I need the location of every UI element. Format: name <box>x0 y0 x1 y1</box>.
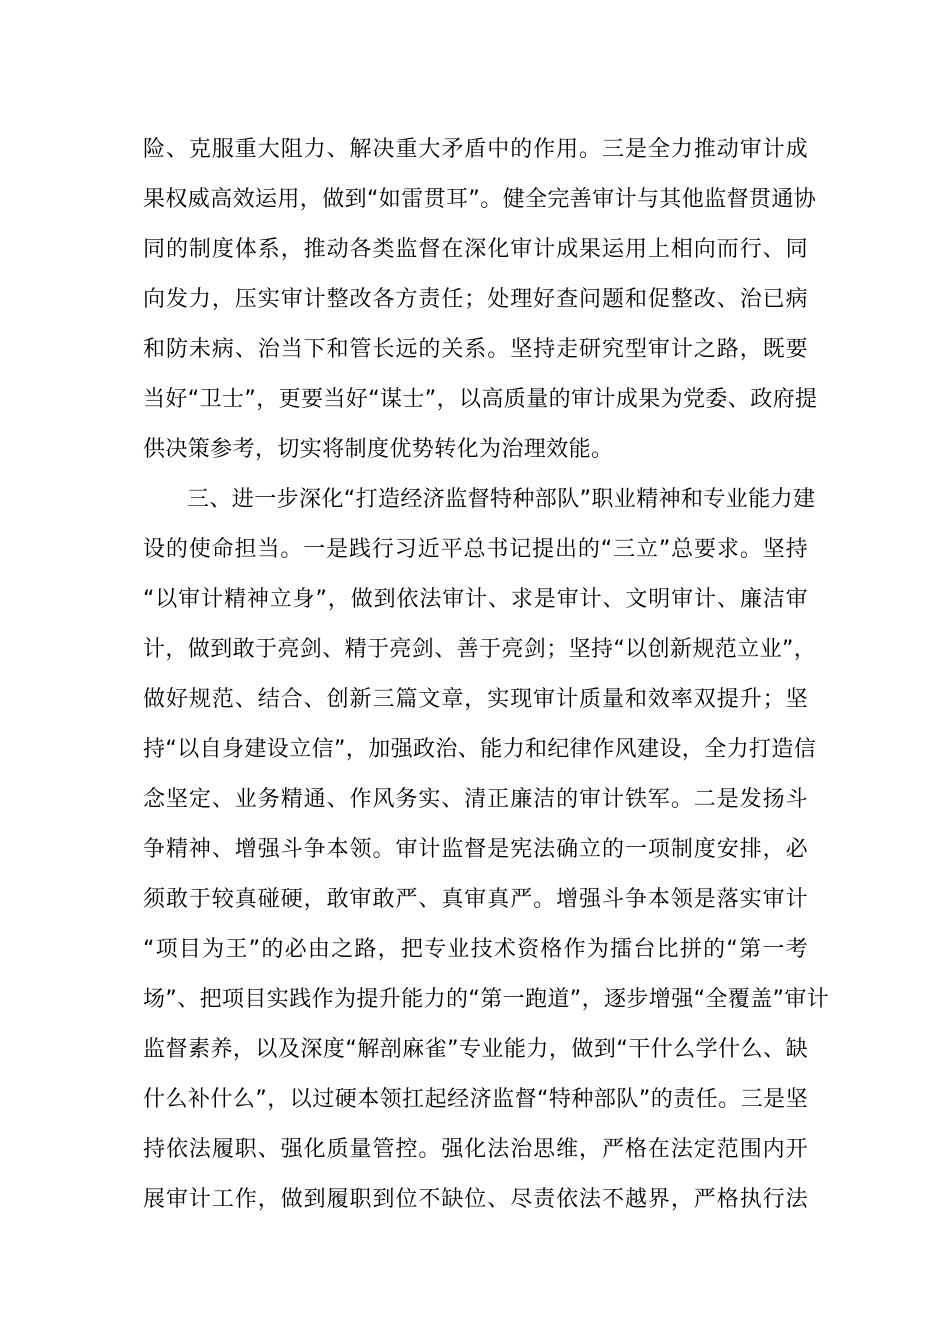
paragraph-line: “以审计精神立身”，做到依法审计、求是审计、文明审计、廉洁审 <box>143 587 808 612</box>
section-heading-line: 三、进一步深化“打造经济监督特种部队”职业精神和专业能力建 <box>187 487 816 512</box>
paragraph-line: 持依法履职、强化质量管控。强化法治思维，严格在法定范围内开 <box>143 1137 808 1162</box>
paragraph-line: 计，做到敢于亮剑、精于亮剑、善于亮剑；坚持“以创新规范立业”， <box>143 637 817 662</box>
paragraph-line: 向发力，压实审计整改各方责任；处理好查问题和促整改、治已病 <box>143 287 808 312</box>
paragraph-line: 和防未病、治当下和管长远的关系。坚持走研究型审计之路，既要 <box>143 337 808 362</box>
paragraph-line: 场”、把项目实践作为提升能力的“第一跑道”，逐步增强“全覆盖”审计 <box>143 987 830 1012</box>
paragraph-line: 什么补什么”，以过硬本领扛起经济监督“特种部队”的责任。三是坚 <box>143 1087 808 1112</box>
paragraph-line: 果权威高效运用，做到“如雷贯耳”。健全完善审计与其他监督贯通协 <box>143 187 817 212</box>
paragraph-line: 险、克服重大阻力、解决重大矛盾中的作用。三是全力推动审计成 <box>143 137 808 162</box>
paragraph-line: 争精神、增强斗争本领。审计监督是宪法确立的一项制度安排，必 <box>143 837 808 862</box>
paragraph-line: 展审计工作，做到履职到位不缺位、尽责依法不越界，严格执行法 <box>143 1187 808 1212</box>
paragraph-line: 持“以自身建设立信”，加强政治、能力和纪律作风建设，全力打造信 <box>143 737 817 762</box>
paragraph-line: 同的制度体系，推动各类监督在深化审计成果运用上相向而行、同 <box>143 237 808 262</box>
paragraph-line: “项目为王”的必由之路，把专业技术资格作为擂台比拼的“第一考 <box>143 937 808 962</box>
paragraph-line: 设的使命担当。一是践行习近平总书记提出的“三立”总要求。坚持 <box>143 537 809 562</box>
paragraph-line: 须敢于较真碰硬，敢审敢严、真审真严。增强斗争本领是落实审计 <box>143 887 808 912</box>
paragraph-line: 当好“卫士”，更要当好“谋士”，以高质量的审计成果为党委、政府提 <box>143 387 818 412</box>
paragraph-line: 供决策参考，切实将制度优势转化为治理效能。 <box>143 437 614 462</box>
paragraph-line: 做好规范、结合、创新三篇文章，实现审计质量和效率双提升；坚 <box>143 687 808 712</box>
paragraph-line: 念坚定、业务精通、作风务实、清正廉洁的审计铁军。二是发扬斗 <box>143 787 808 812</box>
paragraph-line: 监督素养，以及深度“解剖麻雀”专业能力，做到“干什么学什么、缺 <box>143 1037 808 1062</box>
